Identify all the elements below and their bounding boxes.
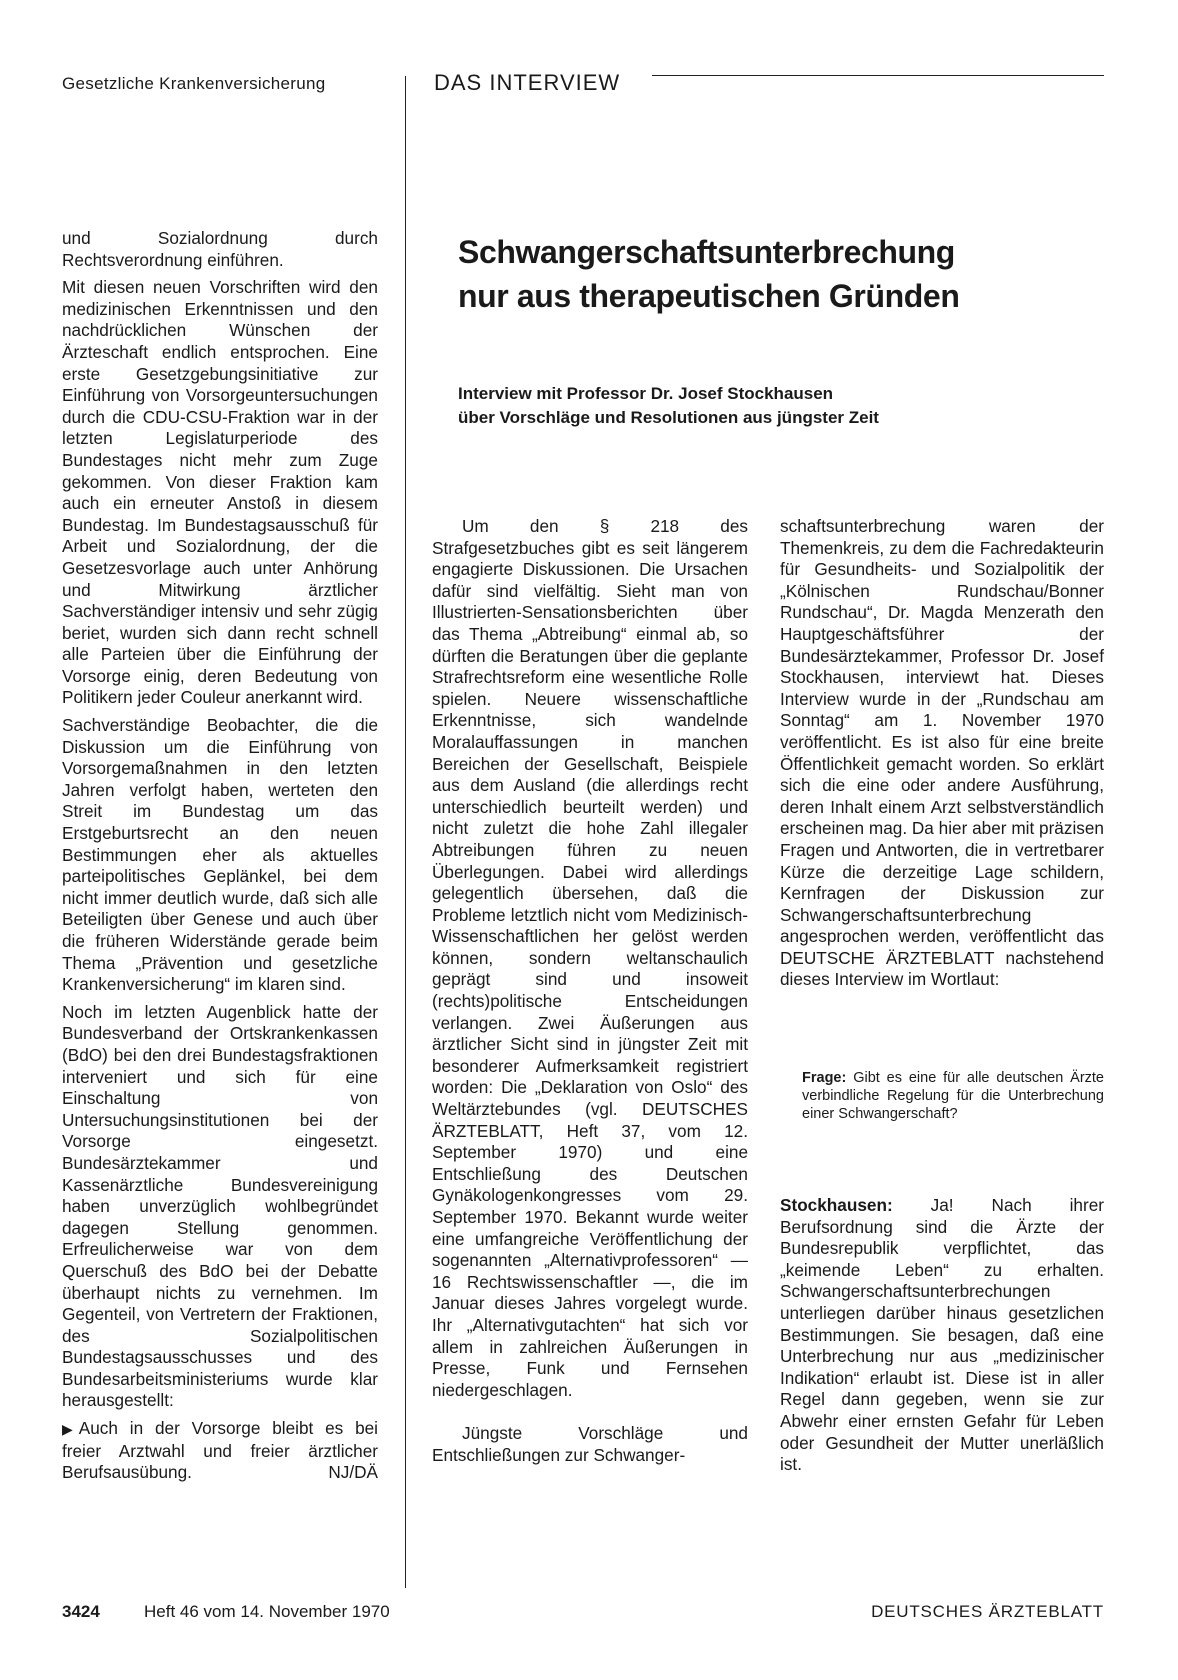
answer-label: Stockhausen: [780,1195,893,1216]
question-label: Frage: [802,1070,847,1087]
subtitle-line-1: Interview mit Professor Dr. Josef Stockhausen [458,384,834,403]
issue-info: Heft 46 vom 14. November 1970 [144,1602,390,1621]
journal-name: DEUTSCHES ÄRZTEBLATT [871,1602,1104,1621]
interview-question [802,1069,1104,1123]
paragraph: Um den § 218 des Strafgesetzbuches gibt es seit längerem engagierte Diskussionen. Die Ursachen dafür sind vielfältig. Sieht man von Illustrierten-Sensationsberichten über das Thema „Abtreibung“ einmal ab, so dürften die Beratungen über die geplante Strafrechtsreform eine wesentliche Rolle spielen. Neuere wissenschaftliche Erkenntnisse, sich wandelnde Moralauffassungen in manchen Bereichen der Gesellschaft, Beispiele aus dem Ausland (die allerdings recht unterschiedlich beurteilt werden) und nicht zuletzt die hohe Zahl illegaler Abtreibungen führen zu neuen Überlegungen. Dabei wird allerdings gelegentlich übersehen, daß die Probleme letztlich nicht vom Medizinisch-Wissenschaftlichen her gelöst werden können, sondern weltanschaulich geprägt sind und insoweit (rechts)politische Entscheidungen verlangen. Zwei Äußerungen aus ärztlicher Sicht sind in jüngster Zeit mit besonderer Aufmerksamkeit registriert worden: Die „Deklaration von Oslo“ des Weltärztebundes (vgl. DEUTSCHES ÄRZTEBLATT, Heft 37, vom 12. September 1970) und eine Entschließung des Deutschen Gynäkologenkongresses vom 29. September 1970. Bekannt wurde weiter eine umfangreiche Veröffentlichung der sogenannten „Alternativprofessoren“ — 16 Rechtswissenschaftler —, die im Januar dieses Jahres vorgelegt wurde. Ihr „Alternativgutachten“ hat sich vor allem in zahlreichen Äußerungen in Presse, Funk und Fernsehen niedergeschlagen. [432,516,748,1400]
article-subtitle [458,382,1098,430]
paragraph: Noch im letzten Augenblick hatte der Bundesverband der Ortskrankenkassen (BdO) bei den drei Bundestagsfraktionen interveniert und sich für eine Einschaltung von Untersuchungsinstitutionen bei der Vorsorge eingesetzt. Bundesärztekammer und Kassenärztliche Bundesvereinigung haben unverzüglich wohlbegründet dagegen Stellung genommen. Erfreulicherweise war von dem Querschuß des BdO bei der Debatte überhaupt nichts zu vernehmen. Im Gegenteil, von Vertretern der Fraktionen, des Sozialpolitischen Bundestagsausschusses und des Bundesarbeitsministeriums wurde klar herausgestellt: [62,1001,378,1411]
bullet-text: Auch in der Vorsorge bleibt es bei freier Arztwahl und freier ärztlicher Berufsausübung. [62,1418,378,1483]
article-title [458,230,1098,318]
title-line-1: Schwangerschaftsunterbrechung [458,234,955,270]
paragraph: Sachverständige Beobachter, die die Diskussion um die Einführung von Vorsorgemaßnahmen in den letzten Jahren verfolgt haben, werteten den Streit im Bundestag um das Erstgeburtsrecht an den neuen Bestimmungen eher als aktuelles parteipolitisches Geplänkel, bei dem nicht immer deutlich wurde, daß sich alle Beteiligten über Genese und auch über die früheren Widerstände gerade beim Thema „Prävention und gesetzliche Krankenversicherung“ im klaren sind. [62,715,378,995]
answer-text: Ja! Nach ihrer Berufsordnung sind die Ärzte der Bundesrepublik verpflichtet, das „keimende Leben“ zu erhalten. Schwangerschaftsunterbrechungen unterliegen darüber hinaus gesetzlichen Bestimmungen. Sie besagen, daß eine Unterbrechung nur aus „medizinischer Indikation“ erlaubt ist. Diese ist in aller Regel dann gegeben, wenn sie zur Abwehr einer ernsten Gefahr für Leben oder Gesundheit der Mutter unerläßlich ist. [780,1195,1104,1475]
subtitle-line-2: über Vorschläge und Resolutionen aus jüngster Zeit [458,408,879,427]
paragraph: Jüngste Vorschläge und Entschließungen zur Schwanger- [432,1423,748,1465]
triangle-bullet-icon: ▶ [62,1421,73,1438]
column-divider [405,76,406,1588]
section-label: DAS INTERVIEW [434,70,621,95]
column-right [780,516,1104,1482]
paragraph-bullet [62,1418,378,1484]
paragraph: schaftsunterbrechung waren der Themenkreis, zu dem die Fachredakteurin für Gesundheits- und Sozialpolitik der „Kölnischen Rundschau/Bonner Rundschau“, Dr. Magda Menzerath den Hauptgeschäftsführer der Bundesärztekammer, Professor Dr. Josef Stockhausen, interviewt hat. Dieses Interview wurde in der „Rundschau am Sonntag“ am 1. November 1970 veröffentlicht. Es ist also für eine breite Öffentlichkeit gemacht worden. So erklärt sich die eine oder andere Ausführung, deren Inhalt einem Arzt selbstverständlich erscheinen mag. Da hier aber mit präzisen Fragen und Antworten, die in vertretbarer Kürze die derzeitige Lage schildern, Kernfragen der Diskussion zur Schwangerschaftsunterbrechung angesprochen werden, veröffentlicht das DEUTSCHE ÄRZTEBLATT nachstehend dieses Interview im Wortlaut: [780,516,1104,990]
author-signature: NJ/DÄ [328,1462,378,1483]
header-rule [652,75,1104,76]
title-line-2: nur aus therapeutischen Gründen [458,278,960,314]
running-header: Gesetzliche Krankenversicherung [62,74,326,93]
column-left [62,228,378,1490]
question-text: Gibt es eine für alle deutschen Ärzte verbindliche Regelung für die Unterbrechung einer Schwangerschaft? [802,1070,1104,1123]
paragraph: und Sozialordnung durch Rechtsverordnung einführen. [62,228,378,270]
page-number: 3424 [62,1602,100,1621]
paragraph: Mit diesen neuen Vorschriften wird den medizinischen Erkenntnissen und den nachdrücklichen Wünschen der Ärzteschaft endlich entsprochen. Eine erste Gesetzgebungsinitiative zur Einführung von Vorsorgeuntersuchungen durch die CDU-CSU-Fraktion war in der letzten Legislaturperiode des Bundestages nicht mehr zum Zuge gekommen. Von dieser Fraktion kam auch ein erneuter Anstoß in diesem Bundestag. Im Bundestagsausschuß für Arbeit und Sozialordnung, der die Gesetzesvorlage auch unter Anhörung und Mitwirkung ärztlicher Sachverständiger intensiv und sehr zügig beriet, wurden sich dann recht schnell alle Parteien über die Einführung der Vorsorge einig, deren Bedeutung von Politikern jeder Couleur anerkannt wird. [62,277,378,708]
interview-answer [780,1195,1104,1476]
column-middle [432,516,748,1473]
